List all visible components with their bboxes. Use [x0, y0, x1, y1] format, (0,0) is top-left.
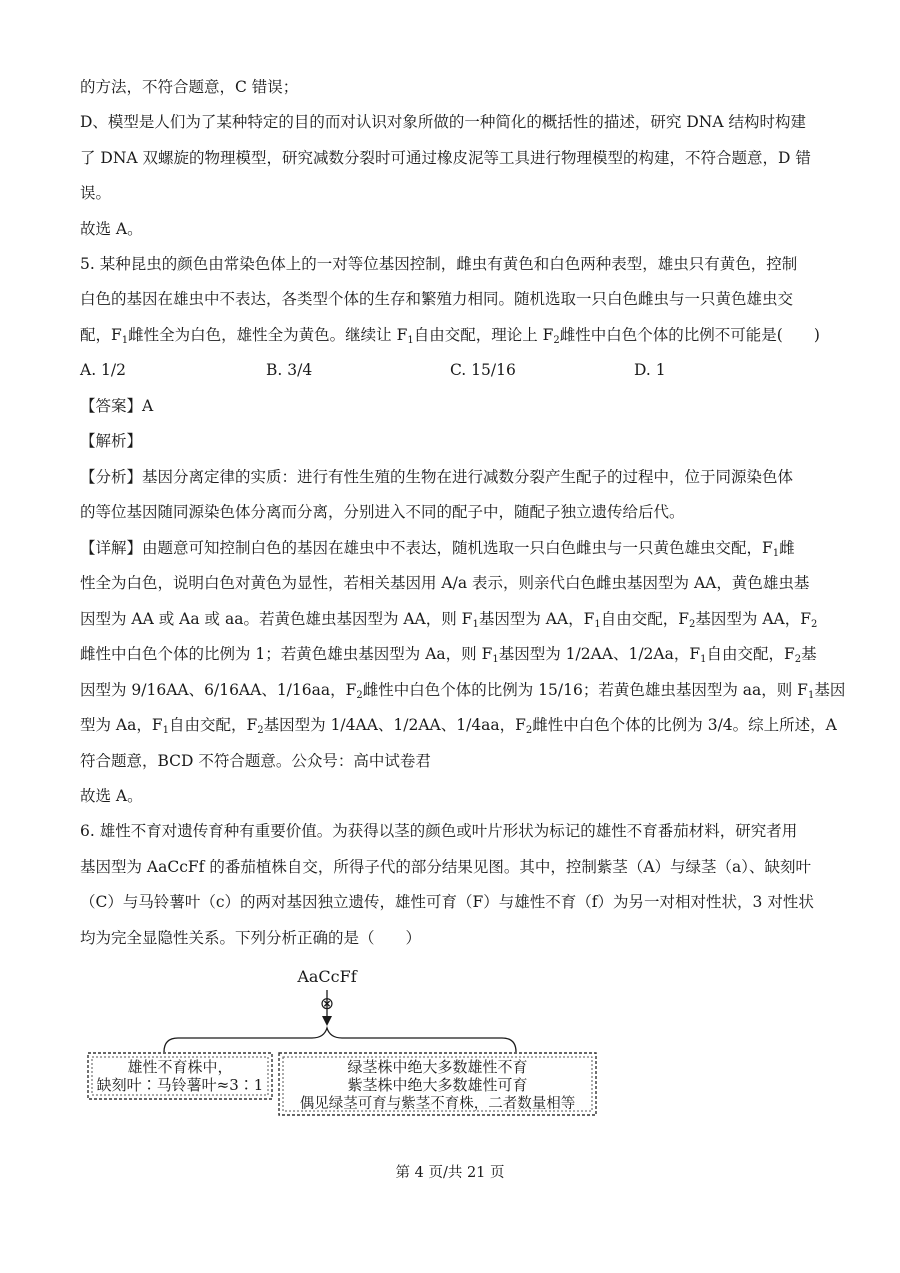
option-b: B. 3/4 [266, 361, 313, 379]
detail-line-4: 雌性中白色个体的比例为 1；若黄色雄虫基因型为 Aa，则 $F_1$基因型为 1/2AA、1/2Aa，$F_1$自由交配，$F_2$基 [80, 645, 817, 665]
detail-line-2: 性全为白色，说明白色对黄色为显性，若相关基因用 A/a 表示，则亲代白色雌虫基因型为 AA，黄色雄虫基 [80, 574, 810, 592]
right-box-line-1: 绿茎株中绝大多数雄性不育 [347, 1058, 528, 1076]
right-box-line-3: 偶见绿茎可育与紫茎不育株，二者数量相等 [299, 1096, 576, 1112]
q6-line-3: （C）与马铃薯叶（c）的两对基因独立遗传，雄性可育（F）与雄性不育（f）为另一对相对性状，3 对性状 [80, 893, 814, 911]
detail-line-5: 因型为 9/16AA、6/16AA、1/16aa，$F_2$雌性中白色个体的比例为 15/16；若黄色雄虫基因型为 aa，则 $F_1$基因 [80, 681, 846, 701]
q5-line-2: 白色的基因在雄虫中不表达，各类型个体的生存和繁殖力相同。随机选取一只白色雌虫与一只黄色雄虫交 [80, 290, 794, 308]
fenxi-line-2: 的等位基因随同源染色体分离而分离，分别进入不同的配子中，随配子独立遗传给后代。 [80, 503, 685, 521]
cross-arrow-head [322, 1016, 332, 1026]
offspring-brace [164, 1028, 516, 1052]
detail-line-8: 故选 A。 [80, 787, 143, 805]
detail-line-3: 因型为 AA 或 Aa 或 aa。若黄色雄虫基因型为 AA，则 $F_1$基因型为 AA，$F_1$自由交配，$F_2$基因型为 AA，$F_2$ [80, 610, 818, 630]
text-line-2: D、模型是人们为了某种特定的目的而对认识对象所做的一种简化的概括性的描述，研究 DNA 结构时构建 [80, 113, 806, 131]
detail-line-1: 【详解】由题意可知控制白色的基因在雄虫中不表达，随机选取一只白色雌虫与一只黄色雄虫交配，$F_1$雌 [80, 539, 795, 559]
option-c: C. 15/16 [450, 361, 516, 379]
detail-line-7: 符合题意，BCD 不符合题意。公众号：高中试卷君 [80, 752, 431, 770]
q6-line-2: 基因型为 AaCcFf 的番茄植株自交，所得子代的部分结果见图。其中，控制紫茎（A）与绿茎（a）、缺刻叶 [80, 858, 812, 876]
answer-label: 【答案】A [80, 397, 154, 415]
left-box-line-2: 缺刻叶∶马铃薯叶≈3∶1 [96, 1076, 264, 1094]
q5-line-1: 5. 某种昆虫的颜色由常染色体上的一对等位基因控制，雌虫有黄色和白色两种表型，雄虫只有黄色，控制 [80, 255, 798, 273]
text-line-4: 误。 [80, 184, 112, 202]
answer-choice-line: 故选 A。 [80, 220, 143, 238]
option-a: A. 1/2 [80, 361, 126, 379]
q5-line-3: 配，$F_1$雌性全为白色，雄性全为黄色。继续让 $F_1$自由交配，理论上 $F_2$雌性中白色个体的比例不可能是( ) [80, 326, 820, 346]
q6-line-4: 均为完全显隐性关系。下列分析正确的是（ ） [80, 929, 422, 947]
analysis-heading: 【解析】 [80, 432, 143, 450]
right-box-line-2: 紫茎株中绝大多数雄性可育 [347, 1076, 528, 1094]
left-box-line-1: 雄性不育株中， [127, 1058, 233, 1076]
fenxi-line-1: 【分析】基因分离定律的实质：进行有性生殖的生物在进行减数分裂产生配子的过程中，位于同源染色体 [80, 468, 794, 486]
detail-line-6: 型为 Aa，$F_1$自由交配，$F_2$基因型为 1/4AA、1/2AA、1/4aa，$F_2$雌性中白色个体的比例为 3/4。综上所述，A [80, 716, 837, 736]
page-footer: 第 4 页/共 21 页 [395, 1165, 505, 1181]
q6-line-1: 6. 雄性不育对遗传育种有重要价值。为获得以茎的颜色或叶片形状为标记的雄性不育番茄材料，研究者用 [80, 822, 798, 840]
text-line-3: 了 DNA 双螺旋的物理模型，研究减数分裂时可通过橡皮泥等工具进行物理模型的构建，不符合题意，D 错 [80, 149, 811, 167]
text-line-1: 的方法，不符合题意，C 错误； [80, 78, 299, 96]
option-d: D. 1 [634, 361, 666, 379]
selfing-symbol: ⊗ [319, 994, 335, 1014]
parent-genotype: AaCcFf [297, 967, 357, 986]
